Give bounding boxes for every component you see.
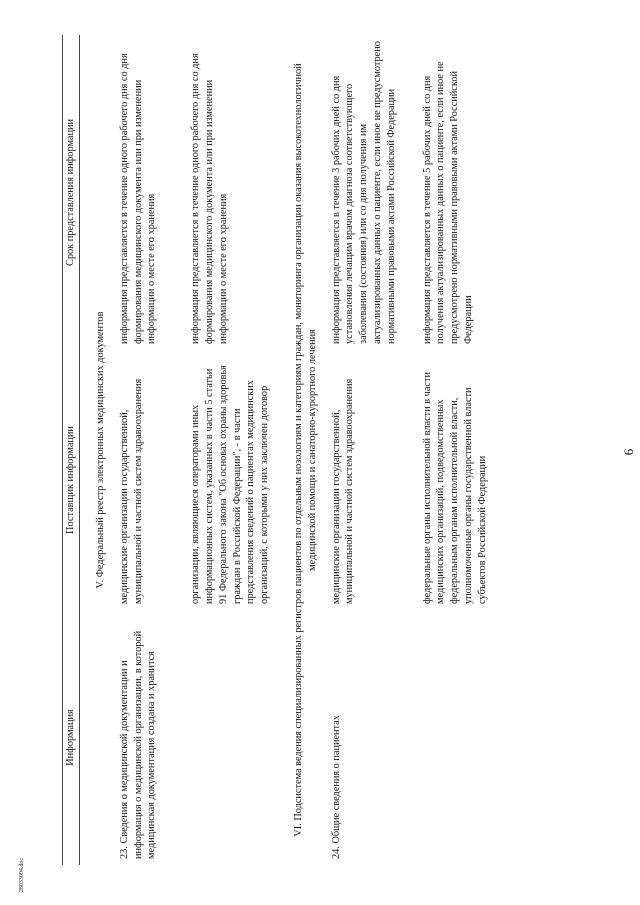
- header-info: Информация: [65, 709, 77, 766]
- row-23-info: 23. Сведения о медицинской документации и информация о медицинской организации, в которой медицинская документация создана и хранится: [118, 630, 158, 859]
- footer-doc-code: 28033004.doc: [19, 857, 25, 893]
- row-23-supplier-2: организации, являющиеся операторами иных информационных систем, указанных в части 5 статьи 91 Федерального закона "Об основах охраны здоровья граждан в Российской Федерации", - в части представления сведений о пациентах медицинских организаций, с которыми у них заключен договор: [190, 365, 271, 604]
- page-number: 9: [621, 448, 637, 456]
- row-23-supplier-1: медицинские организации государственной, муниципальной и частной систем здравоохранения: [118, 378, 144, 604]
- section-v-title: V. Федеральный реестр электронных медицинских документов: [95, 311, 106, 589]
- table-row: [419, 35, 492, 865]
- row-24-deadline-1: информация представляется в течение 3 рабочих дней со дня установления лечащим врачом диагноза соответствующего заболевания (состояния) или со дня получения им актуализированных данных о пациенте, если иное не предусмотрено нормативными правовыми актами Российской Федерации: [330, 41, 397, 344]
- table-body: [80, 35, 492, 865]
- table-row: [187, 35, 274, 865]
- rotated-table-container: [62, 35, 592, 865]
- row-24-info: 24. Общие сведения о пациентах: [330, 715, 342, 859]
- header-deadline: Срок представления информации: [65, 119, 77, 266]
- row-24-supplier-1: медицинские организации государственной, муниципальной и частной систем здравоохранения: [330, 378, 356, 604]
- row-24-supplier-2: федеральные органы исполнительной власти в части медицинских организаций, подведомственных федеральным органам исполнительной власти, уполномоченные органы государственной власти субъектов Российской Федерации: [421, 372, 488, 604]
- row-23-deadline-1: информация представляется в течение одного рабочего дня со дня формирования медицинского документа или при изменении информации о месте его хранения: [118, 53, 158, 344]
- row-23-deadline-2: информация представляется в течение одного рабочего дня со дня формирования медицинского документа или при изменении информации о месте его хранения: [190, 53, 229, 344]
- table-row: [116, 35, 161, 865]
- row-24-deadline-2: информация представляется в течение 5 рабочих дней со дня получения актуализированных данных о пациенте, если иное не предусмотрено нормативными правовыми актами Российской Федерации: [421, 61, 474, 344]
- table-row: [328, 35, 401, 865]
- table-header: [62, 35, 80, 865]
- section-vi-title: VI. Подсистема ведения специализированных регистров пациентов по отдельным нозологиям и категориям граждан, мониторинга организации оказания высокотехнологичной медицинской помощи и санаторно-курортного лечения: [292, 63, 318, 837]
- header-supplier: Поставщик информации: [65, 426, 77, 534]
- document-table: [62, 35, 592, 865]
